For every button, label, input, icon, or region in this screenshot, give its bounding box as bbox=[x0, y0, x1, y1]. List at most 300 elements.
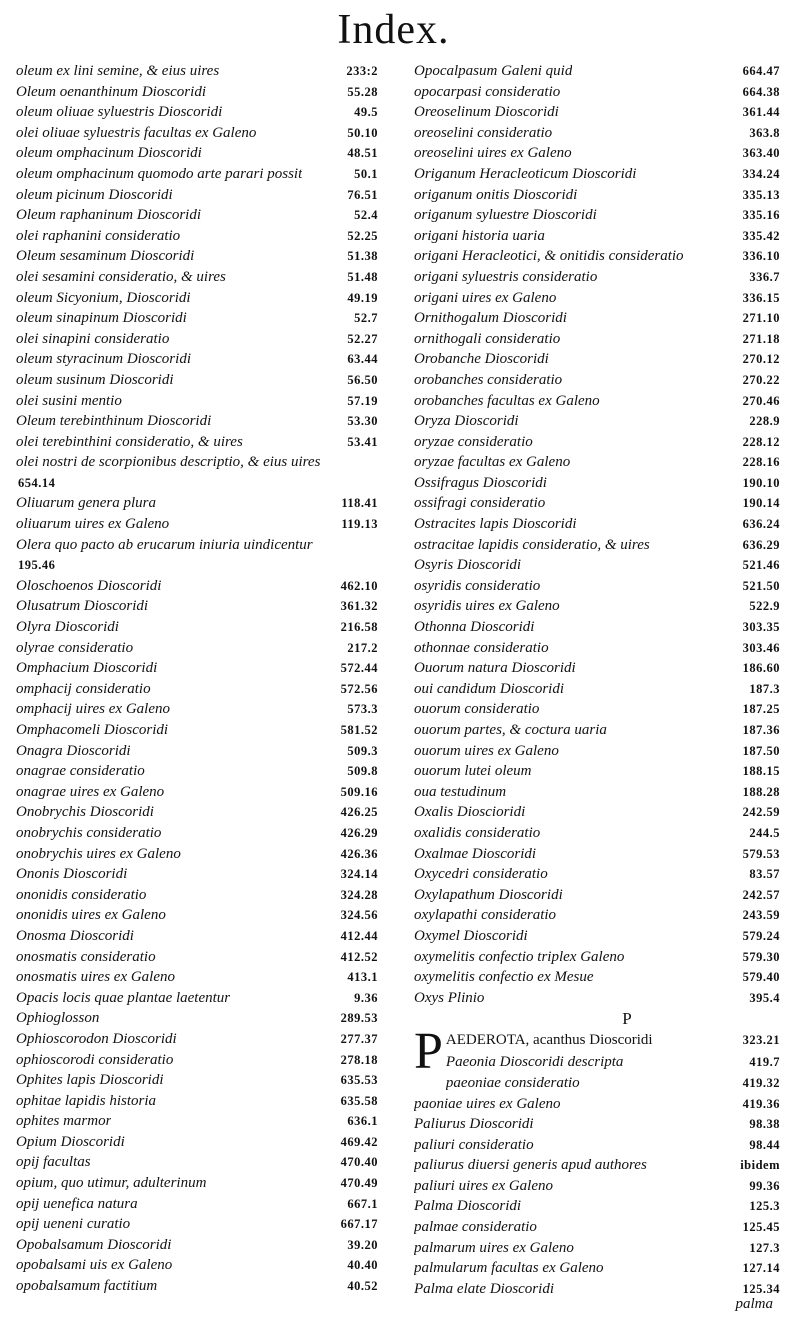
index-entry bbox=[16, 844, 378, 865]
index-page-ref: 270.46 bbox=[742, 393, 780, 408]
index-term: oxymelitis confectio triplex Galeno bbox=[414, 948, 625, 965]
index-entry bbox=[16, 267, 378, 288]
index-page-ref: 83.57 bbox=[749, 867, 780, 882]
index-term: Ophites lapis Dioscoridi bbox=[16, 1072, 164, 1089]
index-page-ref: 278.18 bbox=[340, 1052, 378, 1067]
index-entry bbox=[414, 267, 780, 288]
index-term: ouorum partes, & coctura uaria bbox=[414, 722, 607, 738]
index-page-ref: 636.29 bbox=[742, 537, 780, 552]
index-entry bbox=[414, 473, 780, 494]
index-term: osyridis uires ex Galeno bbox=[414, 598, 560, 615]
index-page-ref: 119.13 bbox=[341, 517, 378, 532]
index-page-ref: 40.40 bbox=[347, 1258, 378, 1273]
index-entry bbox=[16, 576, 378, 597]
index-term: olei raphanini consideratio bbox=[16, 227, 181, 244]
index-page-ref: 667.1 bbox=[347, 1196, 378, 1211]
index-entry bbox=[16, 1070, 378, 1091]
index-page-ref: 233:2 bbox=[346, 64, 378, 78]
index-term: oliuarum uires ex Galeno bbox=[16, 516, 170, 533]
index-entry bbox=[414, 1052, 780, 1073]
index-entry bbox=[16, 761, 378, 782]
index-term: Oxycedri consideratio bbox=[414, 866, 548, 883]
index-term: origani Heracleotici, & onitidis consideratio bbox=[414, 248, 684, 265]
index-page-ref: 127.14 bbox=[742, 1261, 780, 1276]
index-term: Oliuarum genera plura bbox=[16, 495, 156, 512]
index-term: osyridis consideratio bbox=[414, 577, 541, 594]
index-page-ref: 324.28 bbox=[340, 887, 378, 902]
index-entry bbox=[16, 679, 378, 700]
index-term: Olusatrum Dioscoridi bbox=[16, 598, 149, 615]
index-entry bbox=[16, 1029, 378, 1050]
index-term: Ophioscorodon Dioscoridi bbox=[16, 1030, 177, 1047]
index-page-ref: 63.44 bbox=[347, 352, 378, 367]
index-term: ononidis uires ex Galeno bbox=[16, 907, 166, 924]
index-term: opobalsamum factitium bbox=[16, 1278, 158, 1295]
index-term: oleum sinapinum Dioscoridi bbox=[16, 310, 187, 327]
index-entry bbox=[16, 638, 378, 659]
index-term: olei sinapini consideratio bbox=[16, 330, 170, 347]
index-page-ref: 39.20 bbox=[347, 1237, 378, 1252]
index-entry bbox=[414, 741, 780, 762]
index-term: orobanches consideratio bbox=[414, 371, 563, 388]
index-term: ouorum lutei oleum bbox=[414, 763, 532, 780]
index-term: oxalidis consideratio bbox=[414, 824, 541, 841]
index-term: paeoniae consideratio bbox=[445, 1074, 580, 1091]
index-term: onosmatis consideratio bbox=[16, 948, 156, 965]
index-term: AEDEROTA, acanthus Dioscoridi bbox=[445, 1032, 653, 1049]
index-page-ref: 125.34 bbox=[742, 1281, 780, 1296]
index-entry bbox=[414, 617, 780, 638]
index-page-ref: 216.58 bbox=[340, 620, 378, 635]
index-term: Oxalmae Dioscoridi bbox=[414, 845, 537, 862]
index-entry bbox=[16, 864, 378, 885]
index-page-ref: 187.36 bbox=[742, 723, 780, 737]
index-page-ref: 186.60 bbox=[742, 661, 780, 676]
index-page-ref: 426.25 bbox=[340, 805, 378, 820]
index-page-ref: 270.22 bbox=[742, 372, 780, 387]
index-page-ref: 412.52 bbox=[340, 949, 378, 964]
index-entry bbox=[414, 802, 780, 823]
index-entry bbox=[16, 782, 378, 803]
index-page-ref: 336.10 bbox=[742, 249, 780, 264]
index-page-ref: 125.45 bbox=[742, 1220, 780, 1235]
index-entry bbox=[16, 947, 378, 968]
index-term: Onobrychis Dioscoridi bbox=[16, 804, 154, 821]
index-term: Oxys Plinio bbox=[414, 989, 485, 1006]
index-entry bbox=[414, 1135, 780, 1156]
index-term: opij facultas bbox=[16, 1154, 91, 1171]
index-page-ref: 56.50 bbox=[347, 372, 378, 387]
index-entry bbox=[414, 370, 780, 391]
index-page-ref: 50.10 bbox=[347, 125, 378, 140]
index-term: Origanum Heracleoticum Dioscoridi bbox=[414, 165, 637, 182]
index-term: Ouorum natura Dioscoridi bbox=[414, 660, 576, 677]
index-page-ref: 127.3 bbox=[749, 1240, 780, 1255]
index-page-ref: 412.44 bbox=[340, 928, 378, 943]
index-entry bbox=[16, 288, 378, 309]
index-term: origanum onitis Dioscoridi bbox=[414, 186, 578, 203]
index-entry bbox=[16, 596, 378, 617]
index-page-ref: 99.36 bbox=[749, 1178, 780, 1193]
index-entry bbox=[16, 1276, 378, 1297]
index-term: olei oliuae syluestris facultas ex Galeno bbox=[16, 124, 257, 141]
index-entry bbox=[414, 905, 780, 926]
index-page-ref: 53.41 bbox=[347, 434, 378, 449]
index-term: olei nostri de scorpionibus descriptio, & eius uires bbox=[16, 454, 321, 471]
index-term: Ononis Dioscoridi bbox=[16, 866, 128, 883]
index-entry bbox=[414, 143, 780, 164]
index-page-ref: 579.53 bbox=[742, 846, 780, 861]
index-entry bbox=[16, 1173, 378, 1194]
index-page-ref: 49.19 bbox=[347, 290, 378, 305]
index-term: oleum omphacinum Dioscoridi bbox=[16, 145, 202, 162]
index-term: Palma Dioscoridi bbox=[414, 1198, 522, 1215]
index-term: Oxylapathum Dioscoridi bbox=[414, 886, 563, 903]
index-entry bbox=[16, 514, 378, 535]
index-page-ref: 361.32 bbox=[340, 599, 378, 614]
index-term: oreoselini consideratio bbox=[414, 124, 553, 141]
index-term: ossifragi consideratio bbox=[414, 495, 546, 512]
index-entry bbox=[16, 802, 378, 823]
index-term: onagrae uires ex Galeno bbox=[16, 783, 165, 800]
index-entry bbox=[16, 205, 378, 226]
index-entry bbox=[16, 308, 378, 329]
index-page-ref: 98.38 bbox=[749, 1117, 780, 1132]
index-term: paliuri consideratio bbox=[414, 1136, 534, 1153]
index-entry bbox=[16, 349, 378, 370]
index-page-ref: 271.10 bbox=[742, 311, 780, 326]
index-entry bbox=[414, 1196, 780, 1217]
drop-cap: P bbox=[414, 1023, 443, 1081]
index-term: Opocalpasum Galeni quid bbox=[414, 63, 573, 79]
index-entry bbox=[414, 885, 780, 906]
index-term: origani historia uaria bbox=[414, 227, 545, 244]
index-term: Palma elate Dioscoridi bbox=[414, 1280, 554, 1297]
index-page-ref: 187.25 bbox=[742, 702, 780, 717]
index-term: onobrychis consideratio bbox=[16, 824, 162, 841]
index-page-ref: 395.4 bbox=[749, 990, 780, 1005]
index-term: ouorum consideratio bbox=[414, 701, 540, 718]
index-page-ref: 228.16 bbox=[742, 455, 780, 470]
index-entry bbox=[16, 123, 378, 144]
index-page-ref: 361.44 bbox=[742, 105, 780, 120]
index-page-ref: 667.17 bbox=[340, 1217, 378, 1232]
index-term: Onosma Dioscoridi bbox=[16, 927, 134, 944]
index-term: Opobalsamum Dioscoridi bbox=[16, 1236, 172, 1253]
index-page-ref: 57.19 bbox=[347, 393, 378, 408]
index-page-ref: 55.28 bbox=[347, 84, 378, 99]
index-term: oleum styracinum Dioscoridi bbox=[16, 351, 191, 368]
index-entry bbox=[16, 226, 378, 247]
index-term: ononidis consideratio bbox=[16, 886, 147, 903]
index-entry bbox=[414, 535, 780, 556]
index-entry bbox=[414, 246, 780, 267]
index-page-ref: 636.1 bbox=[347, 1114, 378, 1129]
index-term: paliuri uires ex Galeno bbox=[414, 1177, 554, 1194]
index-page-ref: 195.46 bbox=[18, 558, 56, 573]
catchword: palma bbox=[735, 1296, 773, 1312]
index-term: paliurus diuersi generis apud authores bbox=[414, 1157, 647, 1174]
index-term: oleum Sicyonium, Dioscoridi bbox=[16, 289, 191, 306]
index-entry bbox=[16, 741, 378, 762]
index-page-ref: 48.51 bbox=[347, 146, 378, 161]
index-term: Omphacomeli Dioscoridi bbox=[16, 722, 169, 738]
index-entry bbox=[414, 699, 780, 720]
index-page-ref: 118.41 bbox=[341, 496, 378, 511]
index-page-ref: 324.56 bbox=[340, 908, 378, 923]
index-page-ref: 509.3 bbox=[347, 743, 378, 758]
index-term: Paliurus Dioscoridi bbox=[414, 1116, 534, 1133]
index-entry bbox=[414, 1073, 780, 1094]
index-column-left bbox=[16, 61, 378, 1297]
index-page-ref: 40.52 bbox=[347, 1279, 378, 1294]
index-term: oryzae facultas ex Galeno bbox=[414, 454, 571, 471]
index-entry bbox=[414, 947, 780, 968]
index-page-ref: 664.38 bbox=[742, 84, 780, 99]
index-page-ref: 579.40 bbox=[742, 970, 780, 985]
index-page-ref: 303.35 bbox=[742, 620, 780, 635]
index-page-ref: 334.24 bbox=[742, 166, 780, 181]
index-page-ref: 244.5 bbox=[749, 825, 780, 840]
index-page-ref: 52.27 bbox=[347, 331, 378, 346]
index-page-ref: 217.2 bbox=[347, 640, 378, 655]
index-entry bbox=[16, 535, 378, 576]
index-term: Olyra Dioscoridi bbox=[16, 619, 119, 636]
index-entry bbox=[414, 164, 780, 185]
index-term: Osyris Dioscoridi bbox=[414, 557, 522, 574]
index-entry bbox=[414, 411, 780, 432]
index-entry bbox=[414, 308, 780, 329]
index-term: oreoselini uires ex Galeno bbox=[414, 145, 572, 162]
index-term: Oleum terebinthinum Dioscoridi bbox=[16, 413, 212, 430]
index-page-ref: 188.28 bbox=[742, 784, 780, 799]
index-entry bbox=[16, 411, 378, 432]
index-term: Othonna Dioscoridi bbox=[414, 619, 535, 636]
index-term: opij uenefica natura bbox=[16, 1195, 138, 1212]
index-term: olei terebinthini consideratio, & uires bbox=[16, 433, 243, 450]
index-page-ref: 289.53 bbox=[340, 1011, 378, 1026]
index-page-ref: 572.44 bbox=[340, 661, 378, 676]
index-term: Oxymel Dioscoridi bbox=[414, 927, 528, 944]
index-term: ophitae lapidis historia bbox=[16, 1092, 157, 1109]
index-entry bbox=[16, 1111, 378, 1132]
index-page-ref: 509.8 bbox=[347, 764, 378, 779]
index-entry bbox=[414, 1238, 780, 1259]
index-entry bbox=[414, 658, 780, 679]
index-entry bbox=[414, 844, 780, 865]
index-page-ref: 52.7 bbox=[354, 311, 378, 326]
index-entry bbox=[414, 967, 780, 988]
index-page-ref: 635.53 bbox=[340, 1073, 378, 1088]
index-entry bbox=[16, 493, 378, 514]
index-term: oua testudinum bbox=[414, 783, 507, 800]
index-term: oleum oliuae syluestris Dioscoridi bbox=[16, 104, 223, 121]
index-term: palmae consideratio bbox=[414, 1219, 537, 1236]
index-page-ref: 270.12 bbox=[742, 352, 780, 367]
index-term: Ophioglosson bbox=[16, 1010, 100, 1027]
index-page-ref: 323.21 bbox=[742, 1033, 780, 1048]
index-term: oryzae consideratio bbox=[414, 433, 533, 450]
index-entry bbox=[414, 596, 780, 617]
index-page-ref: 335.42 bbox=[742, 228, 780, 243]
index-page-ref: 187.50 bbox=[742, 743, 780, 758]
index-entry bbox=[16, 1194, 378, 1215]
index-page-ref: 363.8 bbox=[749, 125, 780, 140]
index-entry bbox=[16, 143, 378, 164]
index-page-ref: 335.16 bbox=[742, 208, 780, 223]
index-term: orobanches facultas ex Galeno bbox=[414, 392, 600, 409]
index-term: onagrae consideratio bbox=[16, 763, 145, 780]
index-page-ref: 470.49 bbox=[340, 1176, 378, 1191]
index-entry bbox=[16, 1255, 378, 1276]
index-entry bbox=[414, 555, 780, 576]
index-term: oleum ex lini semine, & eius uires bbox=[16, 63, 220, 79]
index-page-ref: 49.5 bbox=[354, 105, 378, 120]
index-term: oxylapathi consideratio bbox=[414, 907, 557, 924]
index-entry bbox=[414, 493, 780, 514]
index-entry bbox=[16, 885, 378, 906]
section-letter-p: P bbox=[622, 1009, 632, 1029]
index-page-ref: 470.40 bbox=[340, 1155, 378, 1170]
index-entry bbox=[414, 1217, 780, 1238]
index-term: Omphacium Dioscoridi bbox=[16, 660, 158, 677]
index-entry bbox=[414, 1155, 780, 1176]
index-entry bbox=[16, 658, 378, 679]
index-entry bbox=[414, 185, 780, 206]
index-entry bbox=[414, 205, 780, 226]
index-entry bbox=[16, 61, 378, 82]
index-term: olyrae consideratio bbox=[16, 639, 134, 656]
index-entry bbox=[16, 1091, 378, 1112]
index-entry bbox=[16, 82, 378, 103]
index-entry bbox=[414, 823, 780, 844]
index-entry bbox=[16, 967, 378, 988]
index-term: origanum syluestre Dioscoridi bbox=[414, 207, 597, 224]
index-term: Oleum sesaminum Dioscoridi bbox=[16, 248, 195, 265]
index-page-ref: 243.59 bbox=[742, 908, 780, 923]
index-page-ref: 579.24 bbox=[742, 928, 780, 943]
page-title: Index. bbox=[337, 7, 450, 53]
index-entry bbox=[16, 1235, 378, 1256]
index-term: oleum picinum Dioscoridi bbox=[16, 186, 173, 203]
index-page-ref: 190.10 bbox=[742, 475, 780, 490]
index-page-ref: 419.36 bbox=[742, 1096, 780, 1111]
index-term: Oreoselinum Dioscoridi bbox=[414, 104, 559, 121]
index-term: omphacij consideratio bbox=[16, 680, 151, 697]
index-term: oui candidum Dioscoridi bbox=[414, 680, 564, 697]
index-term: ostracitae lapidis consideratio, & uires bbox=[414, 536, 650, 553]
index-term: oxymelitis confectio ex Mesue bbox=[414, 969, 594, 986]
index-entry bbox=[414, 720, 780, 741]
index-page-ref: 426.36 bbox=[340, 846, 378, 861]
index-page-ref: 522.9 bbox=[749, 599, 780, 614]
index-page-ref: 228.12 bbox=[742, 434, 780, 449]
index-entry bbox=[16, 329, 378, 350]
index-term: Oryza Dioscoridi bbox=[414, 413, 519, 430]
index-entry bbox=[414, 329, 780, 350]
index-entry bbox=[16, 1214, 378, 1235]
index-entry bbox=[414, 123, 780, 144]
index-entry bbox=[414, 226, 780, 247]
index-term: oleum omphacinum quomodo arte parari possit bbox=[16, 165, 303, 182]
index-page-ref: 521.46 bbox=[742, 558, 780, 573]
index-entry bbox=[16, 164, 378, 185]
index-term: olei sesamini consideratio, & uires bbox=[16, 268, 226, 285]
index-term: oleum susinum Dioscoridi bbox=[16, 371, 174, 388]
index-page-ref: 335.13 bbox=[742, 187, 780, 202]
index-entry bbox=[16, 617, 378, 638]
index-page-ref: 413.1 bbox=[347, 970, 378, 985]
index-entry bbox=[414, 514, 780, 535]
index-term: palmularum facultas ex Galeno bbox=[414, 1260, 604, 1277]
index-entry bbox=[414, 638, 780, 659]
index-page-ref: 50.1 bbox=[354, 166, 378, 181]
index-term: Oxalis Dioscioridi bbox=[414, 804, 526, 821]
index-page-ref: 188.15 bbox=[742, 764, 780, 779]
index-page-ref: 581.52 bbox=[340, 723, 378, 737]
index-entry bbox=[16, 905, 378, 926]
index-page-ref: 336.15 bbox=[742, 290, 780, 305]
index-page-ref: 271.18 bbox=[742, 331, 780, 346]
index-term: opium, quo utimur, adulterinum bbox=[16, 1175, 207, 1192]
index-entry bbox=[414, 102, 780, 123]
index-entry bbox=[16, 102, 378, 123]
index-term: origani uires ex Galeno bbox=[414, 289, 557, 306]
index-entry bbox=[16, 391, 378, 412]
index-page-ref: 242.59 bbox=[742, 805, 780, 820]
index-entry bbox=[16, 926, 378, 947]
index-page-ref: 303.46 bbox=[742, 640, 780, 655]
index-page-ref: 76.51 bbox=[347, 187, 378, 202]
index-entry bbox=[414, 1279, 780, 1300]
index-term: Opium Dioscoridi bbox=[16, 1133, 125, 1150]
index-term: Olera quo pacto ab erucarum iniuria uindicentur bbox=[16, 536, 313, 553]
index-page-ref: 635.58 bbox=[340, 1093, 378, 1108]
index-page-ref: 52.4 bbox=[354, 208, 378, 223]
index-term: Ornithogalum Dioscoridi bbox=[414, 310, 567, 327]
index-term: ophioscorodi consideratio bbox=[16, 1051, 174, 1068]
index-page-ref: 53.30 bbox=[347, 414, 378, 429]
index-page-ref: 636.24 bbox=[742, 517, 780, 532]
index-entry bbox=[414, 288, 780, 309]
index-page-ref: 509.16 bbox=[340, 784, 378, 799]
index-entry bbox=[16, 246, 378, 267]
index-page-ref: 363.40 bbox=[742, 146, 780, 161]
index-page-ref: 521.50 bbox=[742, 578, 780, 593]
index-column-right bbox=[414, 61, 780, 1299]
index-term: paoniae uires ex Galeno bbox=[414, 1095, 561, 1112]
index-entry bbox=[16, 1152, 378, 1173]
index-page-ref: 572.56 bbox=[340, 681, 378, 696]
index-entry bbox=[414, 926, 780, 947]
index-entry bbox=[16, 988, 378, 1009]
index-term: onosmatis uires ex Galeno bbox=[16, 969, 176, 986]
index-entry bbox=[414, 761, 780, 782]
index-entry bbox=[16, 720, 378, 741]
index-page-ref: 419.7 bbox=[749, 1055, 780, 1070]
index-entry bbox=[16, 370, 378, 391]
index-term: opij ueneni curatio bbox=[16, 1216, 131, 1233]
index-term: Orobanche Dioscoridi bbox=[414, 351, 549, 368]
index-page-ref: 654.14 bbox=[18, 475, 56, 490]
index-page-ref: 52.25 bbox=[347, 228, 378, 243]
index-term: Ossifragus Dioscoridi bbox=[414, 474, 547, 491]
index-entry bbox=[414, 1094, 780, 1115]
index-term: Oleum oenanthinum Dioscoridi bbox=[16, 83, 206, 100]
index-term: Opacis locis quae plantae laetentur bbox=[16, 989, 231, 1006]
index-entry bbox=[16, 699, 378, 720]
index-page-ref: 187.3 bbox=[749, 681, 780, 696]
